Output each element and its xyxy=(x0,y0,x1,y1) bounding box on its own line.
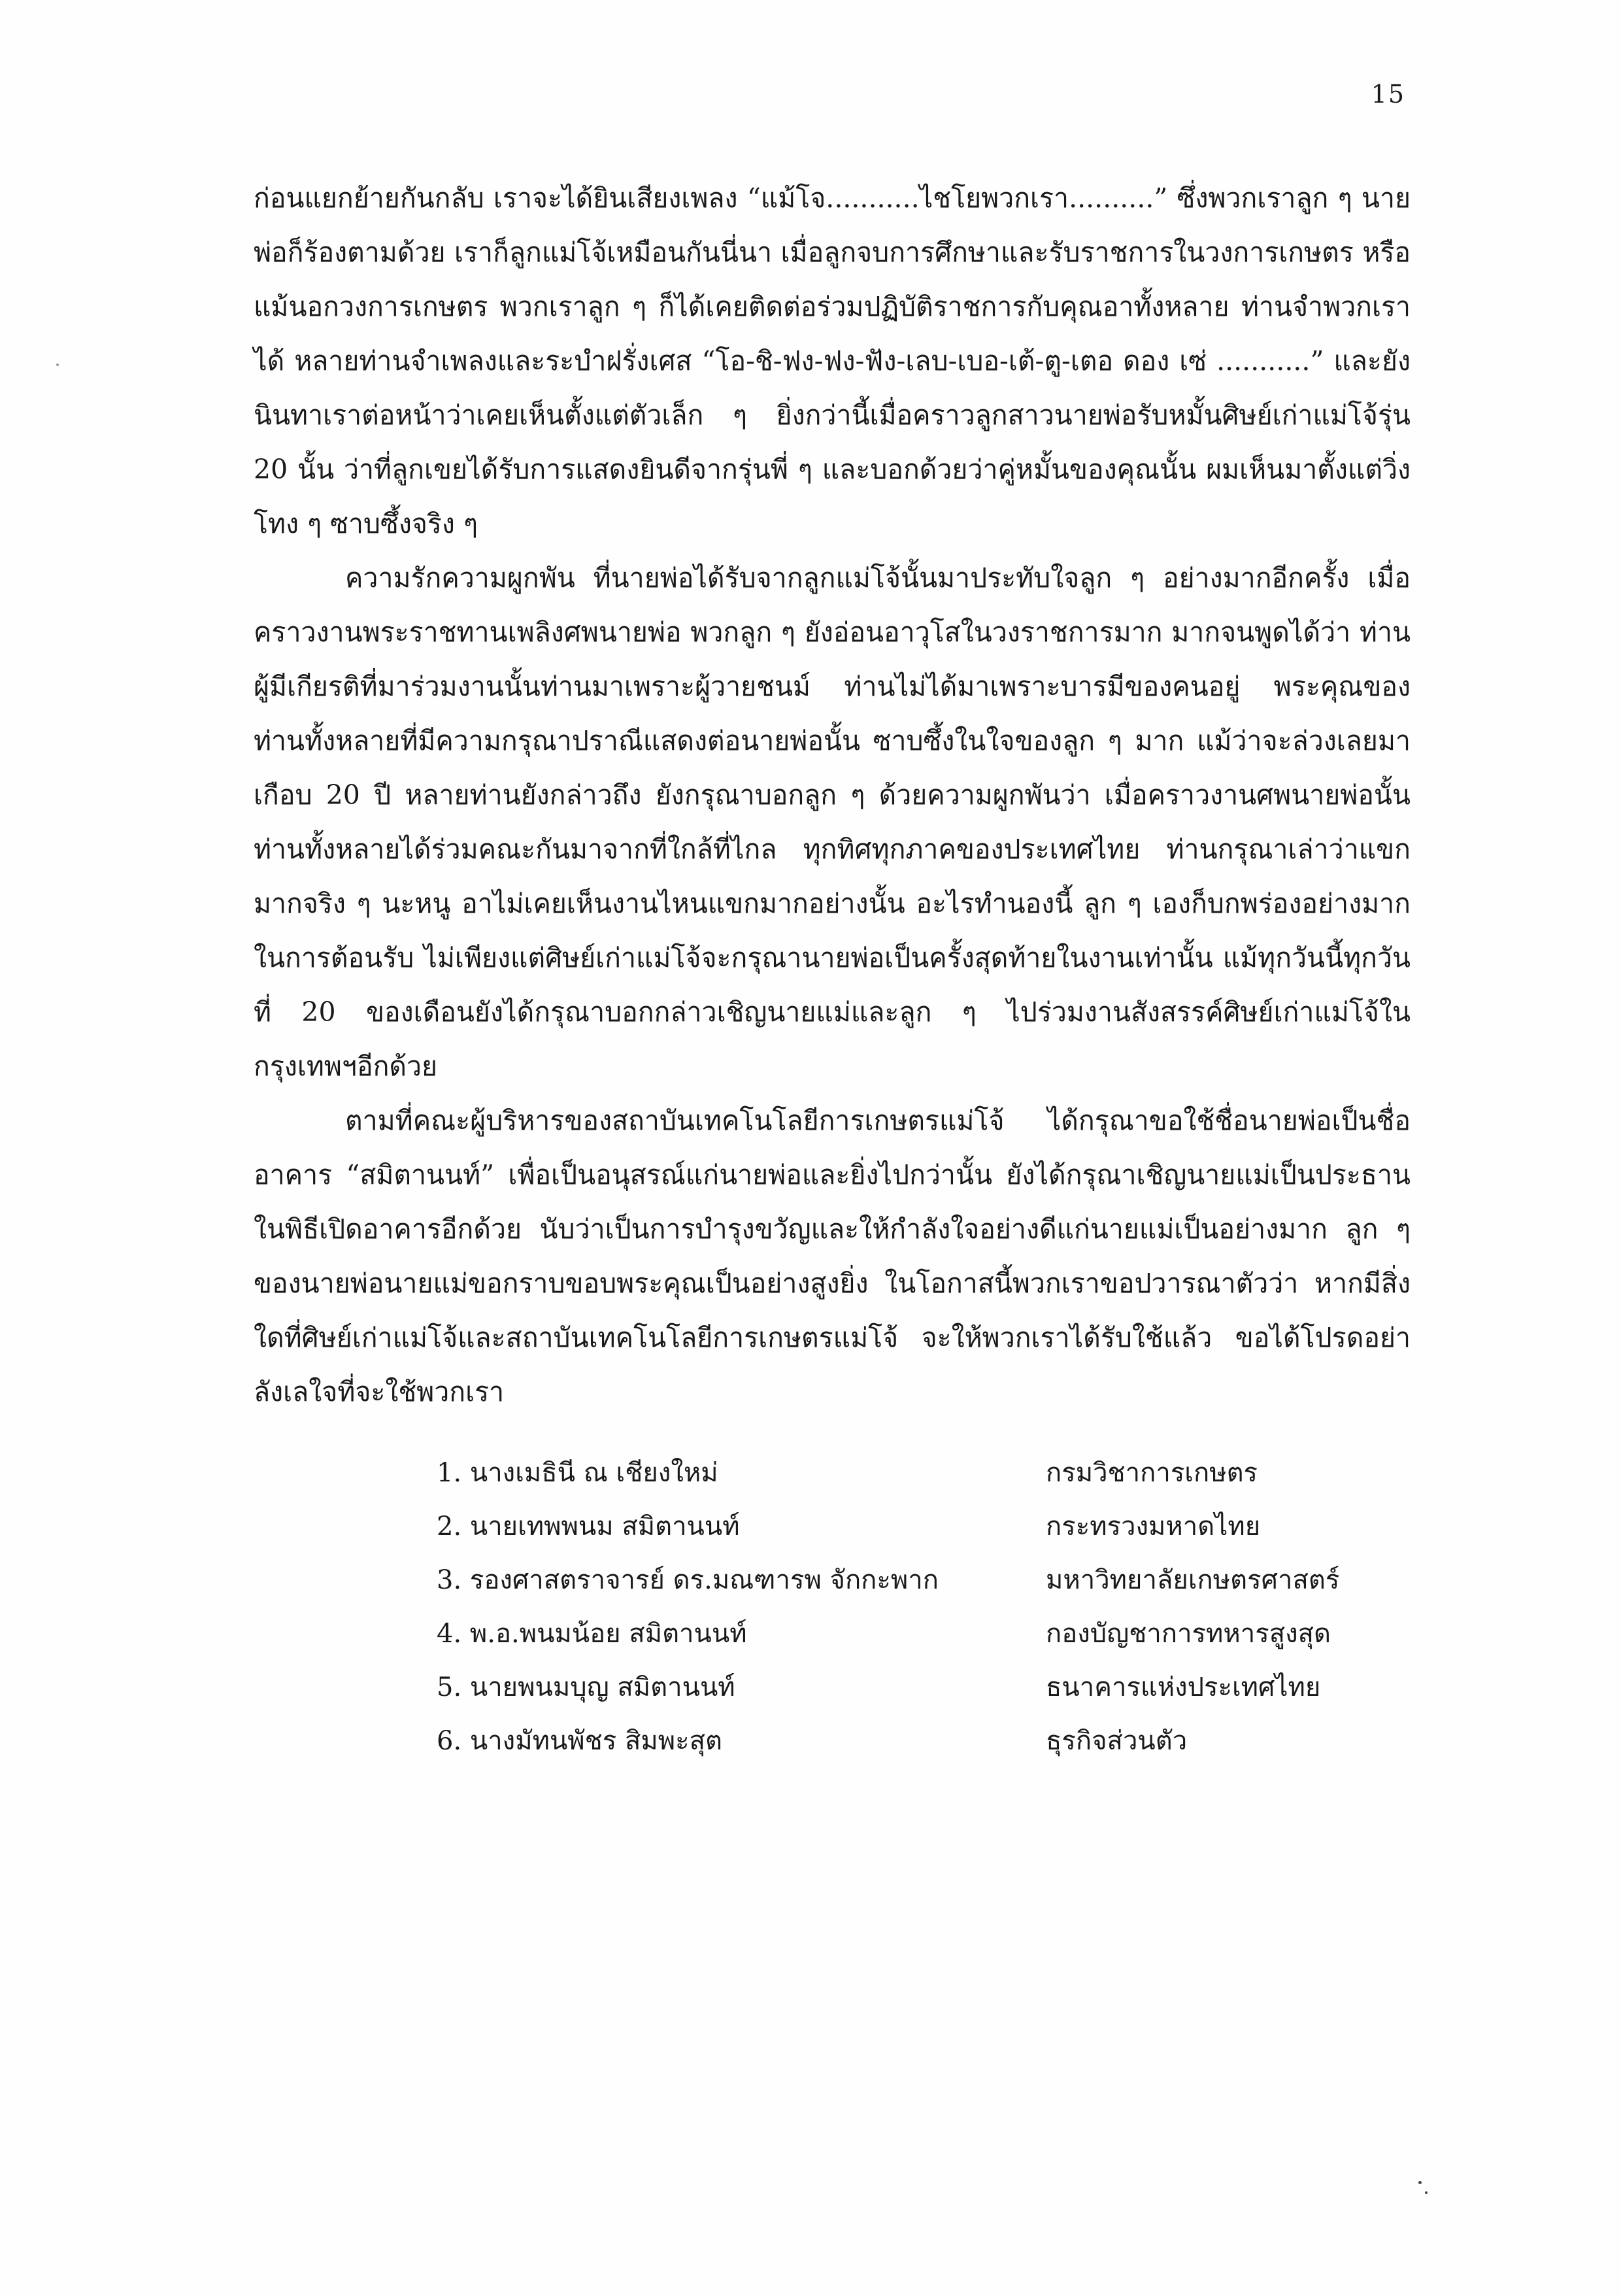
signatory-organization: ธนาคารแห่งประเทศไทย xyxy=(1046,1672,1321,1702)
signatory-row xyxy=(437,1553,1417,1607)
signatory-name: 3. รองศาสตราจารย์ ดร.มณฑารพ จักกะพาก xyxy=(437,1565,939,1595)
signatory-name: 6. นางมัทนพัชร สิมพะสุต xyxy=(437,1726,723,1756)
scan-speck xyxy=(1425,2191,1428,2194)
paragraph-1: ก่อนแยกย้ายกันกลับ เราจะได้ยินเสียงเพลง “แม้โจ...........ไชโยพวกเรา..........” ซึ่งพวกเราลูก ๆ นายพ่อก็ร้องตามด้วย เราก็ลูกแม่โจ้เหมือนกันนี่นา เมื่อลูกจบการศึกษาและรับราชการในวงการเกษตร หรือแม้นอกวงการเกษตร พวกเราลูก ๆ ก็ได้เคยติดต่อร่วมปฏิบัติราชการกับคุณอาทั้งหลาย ท่านจำพวกเราได้ หลายท่านจำเพลงและระบำฝรั่งเศส “โอ-ชิ-ฟง-ฟง-ฟัง-เลบ-เบอ-เต้-ตู-เตอ ดอง เซ่ ...........” และยังนินทาเราต่อหน้าว่าเคยเห็นตั้งแต่ตัวเล็ก ๆ ยิ่งกว่านี้เมื่อคราวลูกสาวนายพ่อรับหมั้นศิษย์เก่าแม่โจ้รุ่น 20 นั้น ว่าที่ลูกเขยได้รับการแสดงยินดีจากรุ่นพี่ ๆ และบอกด้วยว่าคู่หมั้นของคุณนั้น ผมเห็นมาตั้งแต่วิ่งโทง ๆ ซาบซึ้งจริง ๆ xyxy=(254,182,1411,539)
signatory-row xyxy=(437,1661,1417,1714)
scan-speck xyxy=(56,363,59,366)
signatory-row xyxy=(437,1714,1417,1768)
paragraph-3: ตามที่คณะผู้บริหารของสถาบันเทคโนโลยีการเกษตรแม่โจ้ ได้กรุณาขอใช้ชื่อนายพ่อเป็นชื่ออาคาร “สมิตานนท์” เพื่อเป็นอนุสรณ์แก่นายพ่อและยิ่งไปกว่านั้น ยังได้กรุณาเชิญนายแม่เป็นประธานในพิธีเปิดอาคารอีกด้วย นับว่าเป็นการบำรุงขวัญและให้กำลังใจอย่างดีแก่นายแม่เป็นอย่างมาก ลูก ๆ ของนายพ่อนายแม่ขอกราบขอบพระคุณเป็นอย่างสูงยิ่ง ในโอกาสนี้พวกเราขอปวารณาตัวว่า หากมีสิ่งใดที่ศิษย์เก่าแม่โจ้และสถาบันเทคโนโลยีการเกษตรแม่โจ้ จะให้พวกเราได้รับใช้แล้ว ขอได้โปรดอย่าลังเลใจที่จะใช้พวกเรา xyxy=(254,1105,1411,1408)
body-text xyxy=(254,171,1411,1419)
signatory-organization: มหาวิทยาลัยเกษตรศาสตร์ xyxy=(1046,1565,1340,1595)
signatory-row xyxy=(437,1500,1417,1553)
signatory-row xyxy=(437,1607,1417,1661)
signatory-organization: กรมวิชาการเกษตร xyxy=(1046,1458,1258,1488)
paragraph-2: ความรักความผูกพัน ที่นายพ่อได้รับจากลูกแม่โจ้นั้นมาประทับใจลูก ๆ อย่างมากอีกครั้ง เมื่อคราวงานพระราชทานเพลิงศพนายพ่อ พวกลูก ๆ ยังอ่อนอาวุโสในวงราชการมาก มากจนพูดได้ว่า ท่านผู้มีเกียรติที่มาร่วมงานนั้นท่านมาเพราะผู้วายชนม์ ท่านไม่ได้มาเพราะบารมีของคนอยู่ พระคุณของท่านทั้งหลายที่มีความกรุณาปราณีแสดงต่อนายพ่อนั้น ซาบซึ้งในใจของลูก ๆ มาก แม้ว่าจะล่วงเลยมาเกือบ 20 ปี หลายท่านยังกล่าวถึง ยังกรุณาบอกลูก ๆ ด้วยความผูกพันว่า เมื่อคราวงานศพนายพ่อนั้น ท่านทั้งหลายได้ร่วมคณะกันมาจากที่ใกล้ที่ไกล ทุกทิศทุกภาคของประเทศไทย ท่านกรุณาเล่าว่าแขกมากจริง ๆ นะหนู อาไม่เคยเห็นงานไหนแขกมากอย่างนั้น อะไรทำนองนี้ ลูก ๆ เองก็บกพร่องอย่างมากในการต้อนรับ ไม่เพียงแต่ศิษย์เก่าแม่โจ้จะกรุณานายพ่อเป็นครั้งสุดท้ายในงานเท่านั้น แม้ทุกวันนี้ทุกวันที่ 20 ของเดือนยังได้กรุณาบอกกล่าวเชิญนายแม่และลูก ๆ ไปร่วมงานสังสรรค์ศิษย์เก่าแม่โจ้ในกรุงเทพฯอีกด้วย xyxy=(254,562,1411,1082)
signatory-organization: ธุรกิจส่วนตัว xyxy=(1046,1726,1188,1756)
signatory-name: 1. นางเมธินี ณ เชียงใหม่ xyxy=(437,1458,718,1488)
signatory-list xyxy=(437,1446,1417,1768)
scan-speck xyxy=(1418,2181,1422,2184)
signatory-row xyxy=(437,1446,1417,1500)
page-number: 15 xyxy=(1371,80,1405,109)
signatory-name: 4. พ.อ.พนมน้อย สมิตานนท์ xyxy=(437,1619,747,1649)
signatory-name: 5. นายพนมบุญ สมิตานนท์ xyxy=(437,1672,735,1702)
signatory-organization: กองบัญชาการทหารสูงสุด xyxy=(1046,1619,1331,1649)
signatory-organization: กระทรวงมหาดไทย xyxy=(1046,1511,1261,1542)
signatory-name: 2. นายเทพพนม สมิตานนท์ xyxy=(437,1511,740,1542)
